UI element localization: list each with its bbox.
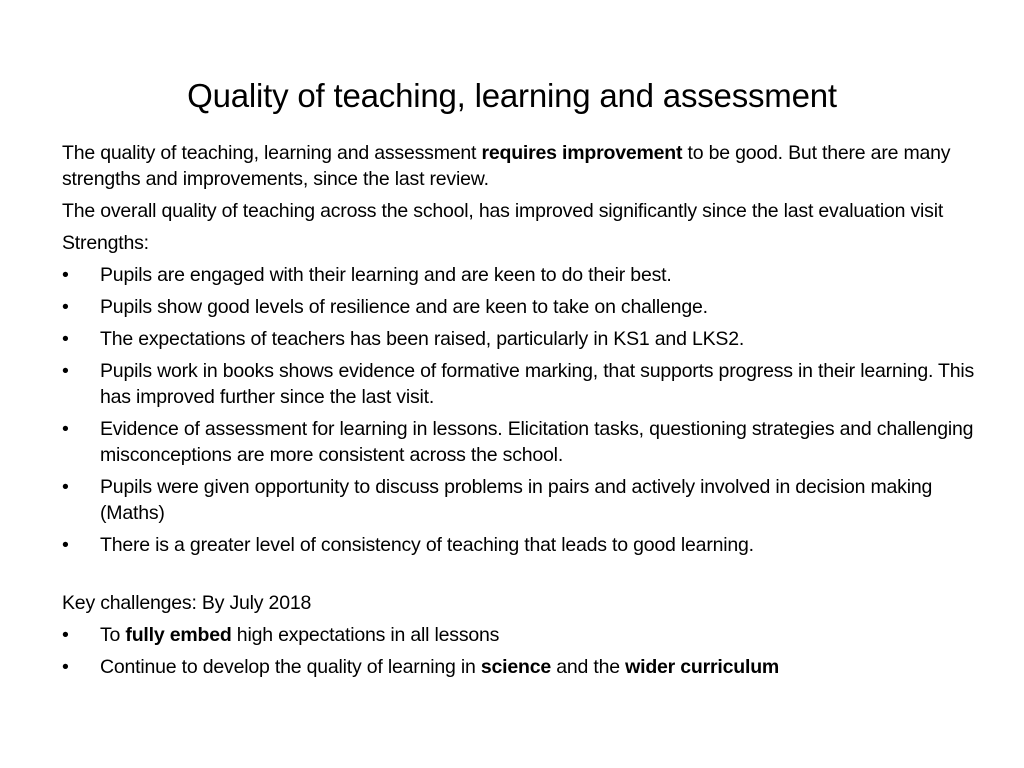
list-item-text: Pupils show good levels of resilience and are keen to take on challenge. <box>100 296 708 318</box>
bullet-icon: • <box>62 624 69 646</box>
list-item-text: Pupils work in books shows evidence of formative marking, that supports progress in their learning. This has improved further since the last visit. <box>100 360 975 408</box>
challenge-text-mid: and the <box>551 656 626 678</box>
section-spacer <box>62 564 998 590</box>
challenge-emphasis: fully embed <box>125 624 232 646</box>
challenges-list <box>62 622 998 680</box>
challenge-text-a: Continue to develop the quality of learning in <box>100 656 481 678</box>
list-item <box>62 474 998 526</box>
list-item <box>62 532 998 558</box>
bullet-icon: • <box>62 328 69 350</box>
list-item <box>62 326 998 352</box>
intro-emphasis: requires improvement <box>481 142 683 164</box>
bullet-icon: • <box>62 534 69 556</box>
list-item-text: There is a greater level of consistency of teaching that leads to good learning. <box>100 534 754 556</box>
bullet-icon: • <box>62 656 69 678</box>
bullet-icon: • <box>62 264 69 286</box>
list-item-text: Evidence of assessment for learning in lessons. Elicitation tasks, questioning strategies and challenging misconceptions are more consistent across the school. <box>100 418 974 466</box>
challenge-text-a: To <box>100 624 126 646</box>
list-item <box>62 416 998 468</box>
bullet-icon: • <box>62 418 69 440</box>
challenge-emphasis-science: science <box>480 656 552 678</box>
list-item <box>62 358 998 410</box>
bullet-icon: • <box>62 360 69 382</box>
slide-body <box>62 140 998 686</box>
list-item-text: Pupils were given opportunity to discuss problems in pairs and actively involved in decision making (Maths) <box>100 476 933 524</box>
strengths-heading: Strengths: <box>62 232 149 254</box>
list-item <box>62 262 998 288</box>
challenge-emphasis-curriculum: wider curriculum <box>625 656 780 678</box>
strengths-list <box>62 262 998 558</box>
bullet-icon: • <box>62 296 69 318</box>
list-item-text: The expectations of teachers has been raised, particularly in KS1 and LKS2. <box>100 328 745 350</box>
list-item <box>62 654 998 680</box>
slide-title: Quality of teaching, learning and assessment <box>187 77 837 114</box>
challenge-text-b: high expectations in all lessons <box>231 624 500 646</box>
list-item <box>62 622 998 648</box>
list-item <box>62 294 998 320</box>
intro-text-b: to be good. But there are many strengths and improvements, since the last review. <box>62 142 951 190</box>
intro-paragraph-1 <box>62 140 998 192</box>
intro-text-a: The quality of teaching, learning and assessment <box>62 142 482 164</box>
list-item-text: Pupils are engaged with their learning and are keen to do their best. <box>100 264 672 286</box>
intro-paragraph-2: The overall quality of teaching across the school, has improved significantly since the last evaluation visit <box>62 200 944 222</box>
bullet-icon: • <box>62 476 69 498</box>
challenges-heading: Key challenges: By July 2018 <box>62 592 312 614</box>
